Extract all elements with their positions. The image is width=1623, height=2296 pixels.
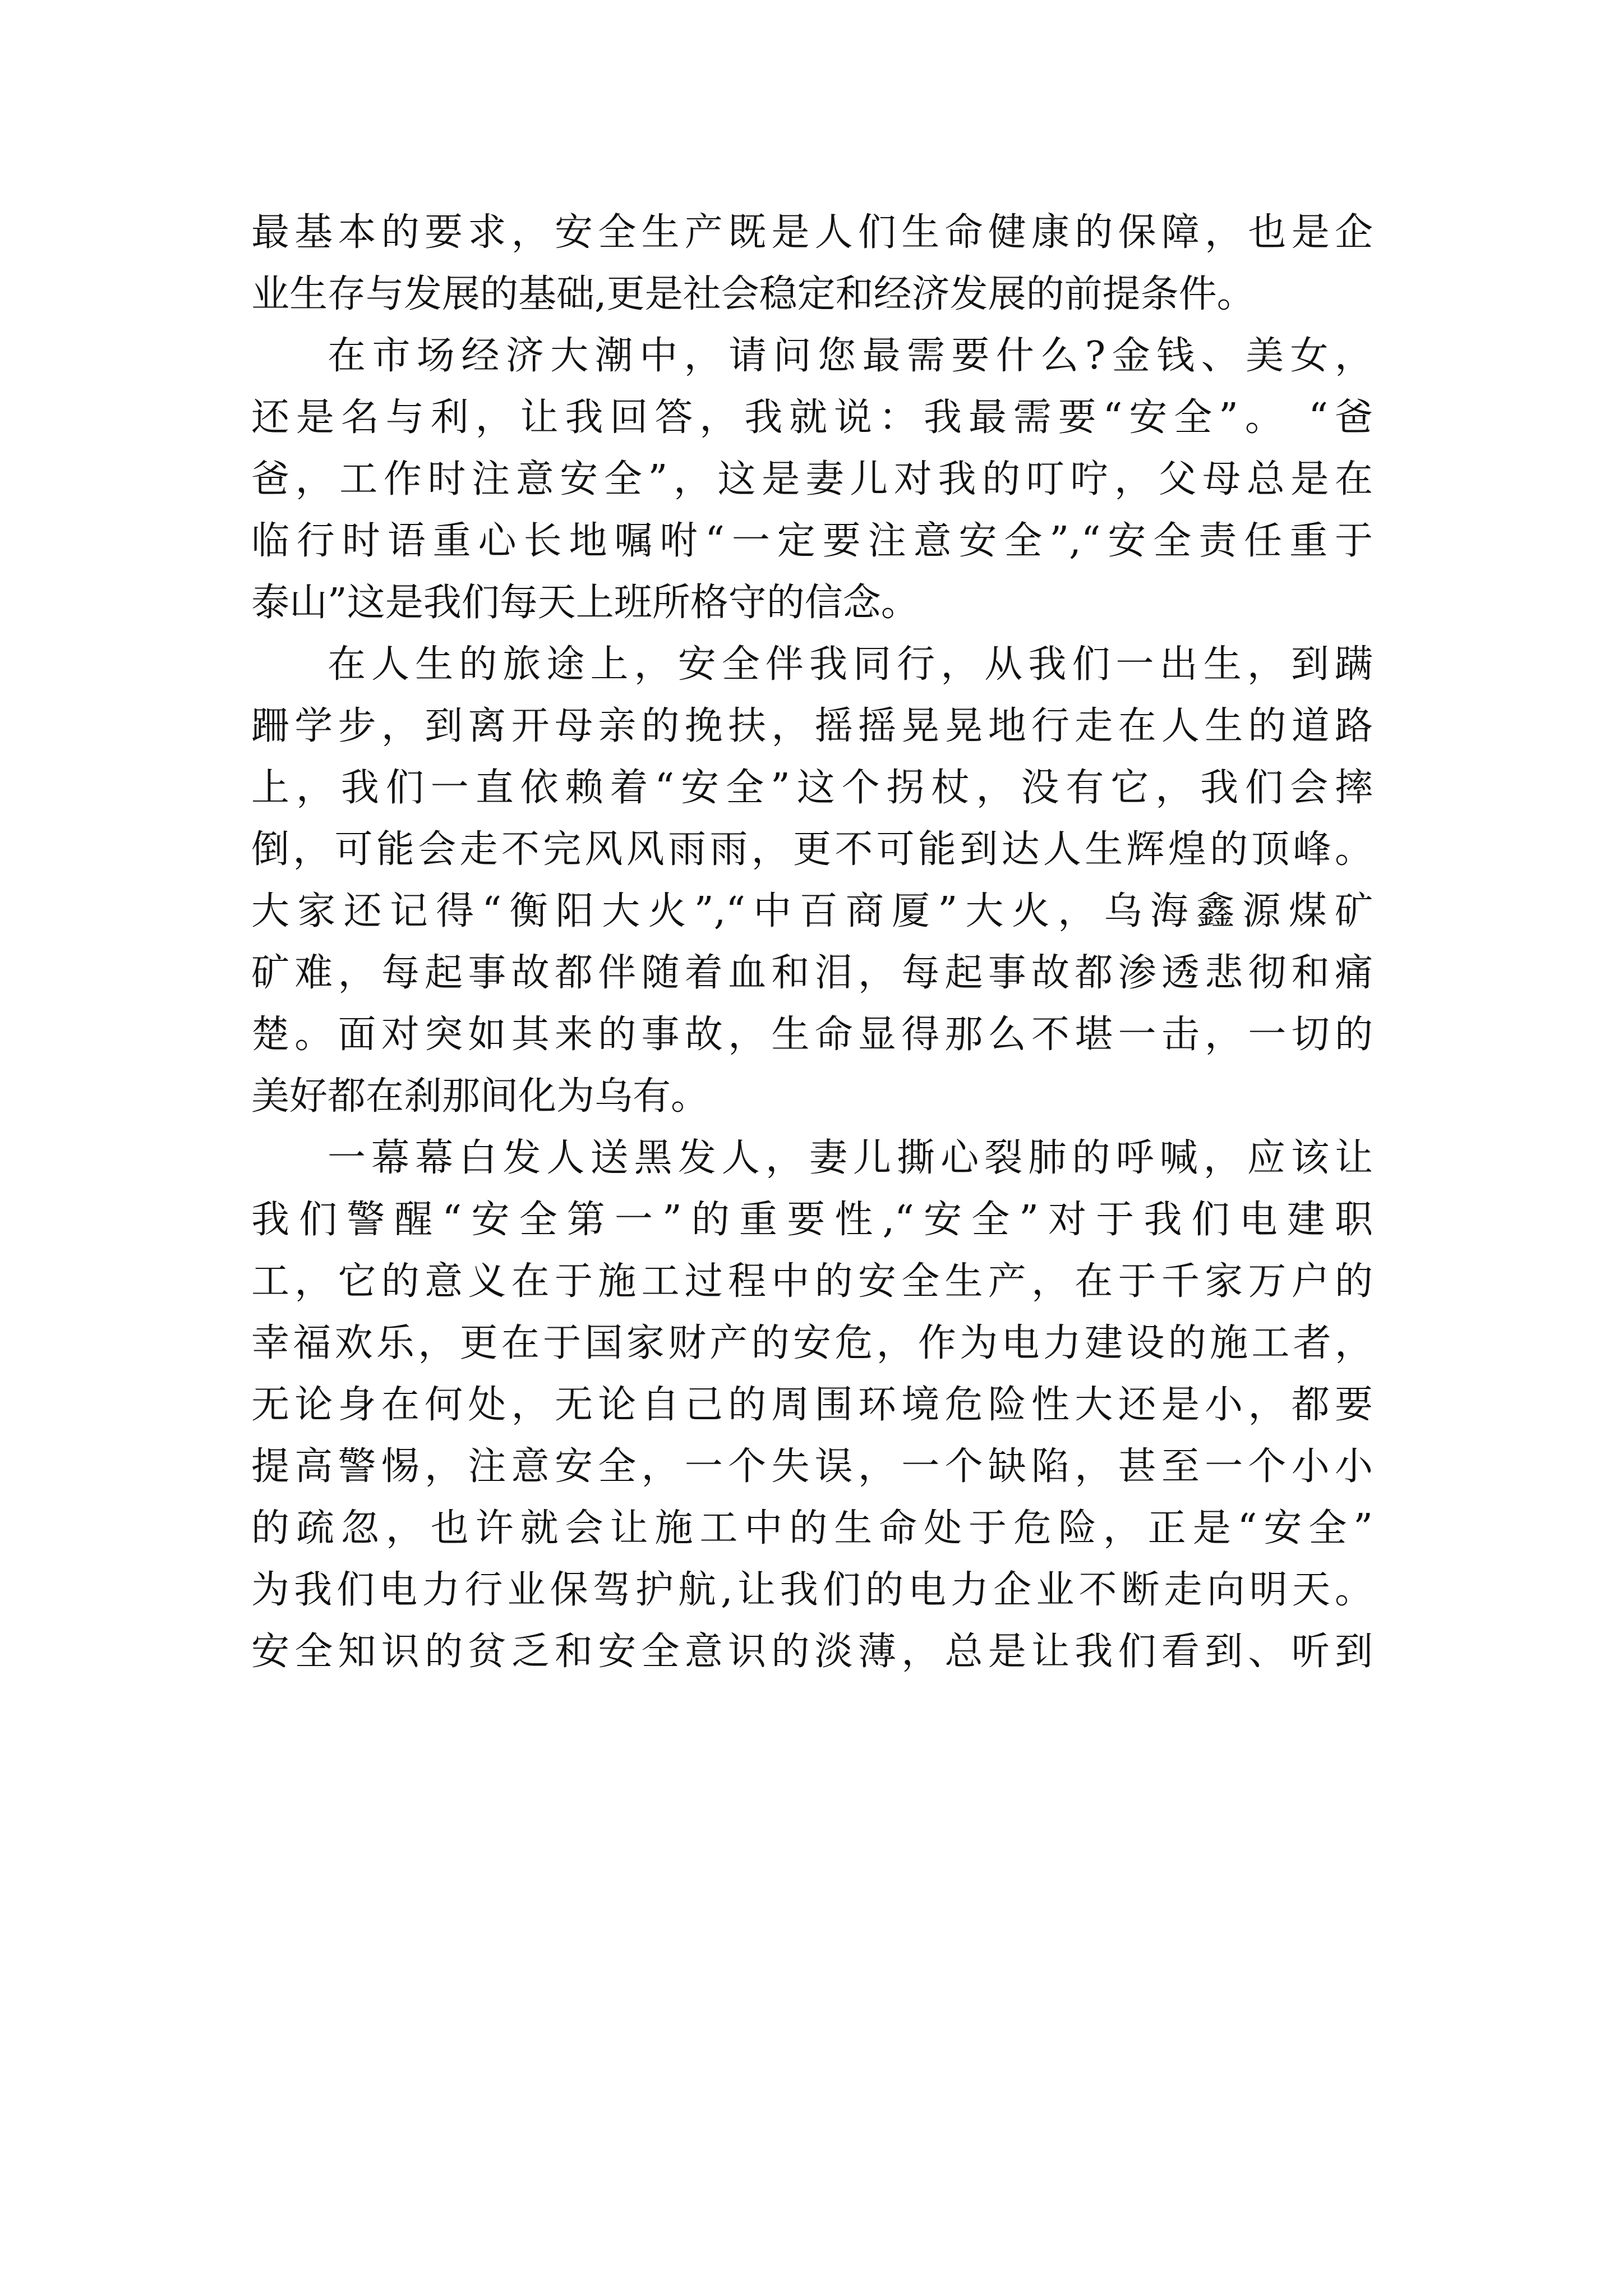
document-body: [251, 202, 1373, 1683]
text-line: 无论身在何处，无论自己的周围环境危险性大还是小，都要: [251, 1383, 1373, 1427]
text-line: 提高警惕，注意安全，一个失误，一个缺陷，甚至一个小小: [251, 1444, 1373, 1489]
paragraph-first-line: 在人生的旅途上，安全伴我同行，从我们一出生，到蹒: [328, 642, 1373, 687]
text-line: 为我们电力行业保驾护航,让我们的电力企业不断走向明天。: [251, 1568, 1373, 1612]
text-line: 倒，可能会走不完风风雨雨，更不可能到达人生辉煌的顶峰。: [251, 827, 1373, 872]
text-line: 临行时语重心长地嘱咐“一定要注意安全”,“安全责任重于: [251, 519, 1373, 563]
text-line: 美好都在刹那间化为乌有。: [251, 1074, 709, 1119]
text-line: 我们警醒“安全第一”的重要性,“安全”对于我们电建职: [251, 1198, 1373, 1242]
text-line: 上，我们一直依赖着“安全”这个拐杖，没有它，我们会摔: [251, 766, 1373, 810]
paragraph-first-line: 在市场经济大潮中，请问您最需要什么?金钱、美女，: [328, 334, 1373, 378]
text-line: 业生存与发展的基础,更是社会稳定和经济发展的前提条件。: [251, 272, 1255, 316]
text-line: 幸福欢乐，更在于国家财产的安危，作为电力建设的施工者，: [251, 1321, 1373, 1365]
text-line: 安全知识的贫乏和安全意识的淡薄，总是让我们看到、听到: [251, 1630, 1373, 1674]
text-line: 跚学步，到离开母亲的挽扶，摇摇晃晃地行走在人生的道路: [251, 704, 1373, 748]
text-line: 爸，工作时注意安全”，这是妻儿对我的叮咛，父母总是在: [251, 457, 1373, 501]
text-line: 的疏忽，也许就会让施工中的生命处于危险，正是“安全”: [251, 1506, 1373, 1550]
text-line: 最基本的要求，安全生产既是人们生命健康的保障，也是企: [251, 210, 1373, 255]
paragraph-first-line: 一幕幕白发人送黑发人，妻儿撕心裂肺的呼喊，应该让: [328, 1136, 1373, 1180]
text-line: 工，它的意义在于施工过程中的安全生产，在于千家万户的: [251, 1259, 1373, 1304]
text-line: 泰山”这是我们每天上班所格守的信念。: [251, 581, 919, 625]
text-line: 还是名与利，让我回答，我就说：我最需要“安全”。 “爸: [251, 395, 1373, 440]
text-line: 矿难，每起事故都伴随着血和泪，每起事故都渗透悲彻和痛: [251, 951, 1373, 995]
text-line: 大家还记得“衡阳大火”,“中百商厦”大火，乌海鑫源煤矿: [251, 889, 1373, 933]
text-line: 楚。面对突如其来的事故，生命显得那么不堪一击，一切的: [251, 1013, 1373, 1057]
